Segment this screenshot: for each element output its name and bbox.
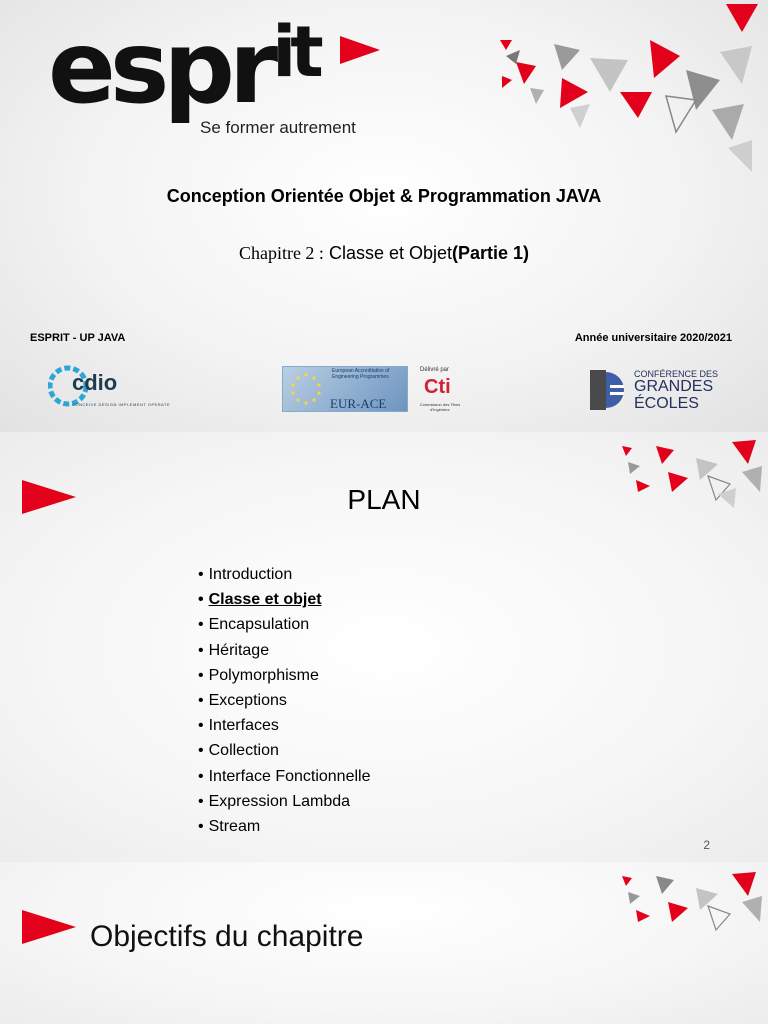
cge-line1: CONFÉRENCE DES: [634, 369, 719, 379]
cge-name: [634, 379, 713, 413]
objectives-title: Objectifs du chapitre: [90, 920, 364, 953]
course-title: Conception Orientée Objet & Programmation JAVA: [166, 186, 602, 206]
cdio-name: cdio: [72, 370, 118, 395]
logo-accent-text: it: [272, 11, 318, 93]
plan-item: [198, 562, 370, 587]
cge-line3: ÉCOLES: [634, 394, 699, 412]
chapter-label: Chapitre 2 :: [238, 243, 324, 263]
logo-main-text: espr: [48, 9, 273, 126]
chapter-part: (Partie 1): [452, 243, 530, 263]
academic-year: Année universitaire 2020/2021: [574, 332, 732, 344]
plan-item: [198, 638, 370, 663]
chapter-title: [0, 243, 768, 264]
objectives-slide: [0, 862, 768, 1024]
plan-item: [198, 738, 370, 763]
plan-item: [198, 713, 370, 738]
plan-item: [198, 789, 370, 814]
plan-slide: [0, 432, 768, 862]
plan-item: [198, 663, 370, 688]
plan-item-label: Collection: [208, 742, 279, 760]
plan-item-label: Héritage: [208, 641, 270, 659]
title-slide: [0, 0, 768, 432]
triangle-pattern-icon: [600, 870, 768, 950]
plan-item-label: Polymorphisme: [208, 666, 319, 684]
plan-item: [198, 814, 370, 839]
triangle-pattern-icon: [490, 0, 768, 180]
esprit-logo: [48, 9, 318, 126]
plan-item-label: Classe et objet: [208, 591, 322, 609]
eurace-small-text: European Accreditation of Engineering Programmes: [332, 368, 390, 380]
chapter-subject: Classe et Objet: [328, 243, 453, 263]
plan-item-label: Introduction: [208, 566, 293, 583]
cti-delivered-by: Délivré par: [420, 367, 450, 373]
plan-item-label: Exceptions: [208, 692, 287, 710]
logo-tagline: Se former autrement: [200, 118, 356, 137]
eu-stars-icon: [286, 370, 326, 408]
course-code: ESPRIT - UP JAVA: [30, 332, 126, 344]
plan-item-label: Expression Lambda: [208, 792, 351, 810]
cdio-tagline: CONCEIVE DESIGN IMPLEMENT OPERATE: [72, 402, 171, 407]
page-number: 2: [703, 838, 710, 852]
cti-subtitle: Commission des Titres d'Ingénieur: [419, 402, 461, 412]
cge-line2: GRANDES: [634, 378, 714, 395]
cti-name: Cti: [424, 376, 451, 398]
plan-item-current: [198, 587, 370, 612]
plan-item-label: Interface Fonctionnelle: [208, 767, 371, 785]
logo-red-arrow-icon: [340, 36, 384, 66]
plan-item: [198, 688, 370, 713]
plan-item-label: Interfaces: [208, 717, 279, 735]
plan-item: [198, 612, 370, 637]
cge-logo-icon: [590, 368, 630, 412]
red-arrow-icon: [22, 910, 78, 946]
plan-item-label: Stream: [208, 818, 261, 836]
plan-title: PLAN: [347, 484, 421, 515]
plan-item: [198, 764, 370, 789]
plan-list: [198, 562, 370, 839]
eurace-name: EUR-ACE: [330, 396, 387, 411]
plan-item-label: Encapsulation: [208, 616, 310, 634]
